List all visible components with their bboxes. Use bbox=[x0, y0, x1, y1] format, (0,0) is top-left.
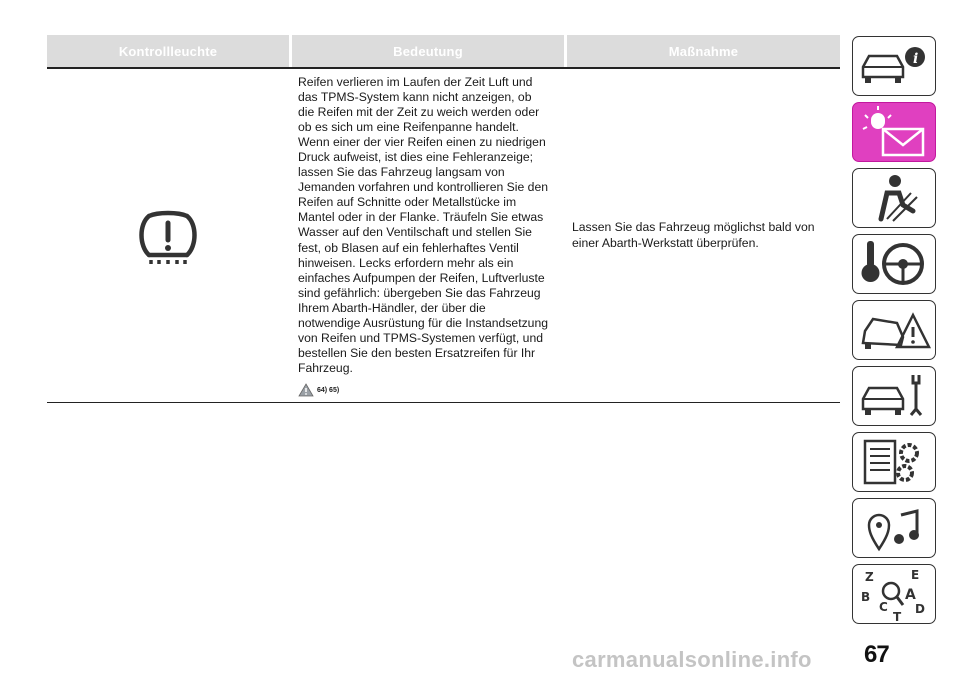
table-bottom-rule bbox=[47, 402, 840, 403]
svg-text:E: E bbox=[911, 568, 920, 582]
action-cell bbox=[564, 69, 840, 402]
warning-light-message-icon bbox=[857, 105, 931, 159]
chapter-tabs bbox=[852, 36, 938, 630]
key-steering-wheel-icon bbox=[857, 237, 931, 291]
action-text: Lassen Sie das Fahrzeug möglichst bald von einer Abarth-Werkstatt überprüfen. bbox=[572, 220, 815, 250]
svg-text:Z: Z bbox=[865, 570, 874, 584]
svg-text:C: C bbox=[879, 600, 888, 614]
meaning-cell bbox=[289, 69, 564, 402]
tab-index[interactable] bbox=[852, 564, 936, 624]
header-bedeutung: Bedeutung bbox=[292, 35, 564, 67]
navigation-music-icon bbox=[857, 501, 931, 555]
car-info-icon bbox=[857, 39, 931, 93]
table-row bbox=[47, 69, 840, 402]
tab-maintenance[interactable] bbox=[852, 366, 936, 426]
table-header bbox=[47, 35, 840, 67]
meaning-text: Reifen verlieren im Laufen der Zeit Luft und das TPMS-System kann nicht anzeigen, ob die Reifen mit der Zeit zu weich werden oder ob es sich um eine Reifenpanne handelt. Wenn einer der vier Reifen einen zu niedrigen Druck aufweist, ist dies eine Fehleranzeige; lassen Sie das Fahrzeug langsam von Jemanden vorfahren und kontrollieren Sie den Reifen auf Schnitte oder Metallstücke im Mantel oder in der Flanke. Träufeln Sie etwas Wasser auf den Ventilschaft und stellen Sie fest, ob Blasen auf ein fehlerhaftes Ventil hinweisen. Lecks erfordern mehr als ein einfaches Aufpumpen der Reifen, Luftverluste sind gefährlich: übergeben Sie das Fahrzeug Ihrem Abarth-Händler, der über die notwendige Ausrüstung für die Instandsetzung von Reifen und TPMS-Systemen verfügt, und bestellen Sie den besten Ersatzreifen für Ihr Fahrzeug. bbox=[298, 75, 549, 375]
svg-text:A: A bbox=[905, 587, 916, 603]
page-number: 67 bbox=[864, 641, 889, 668]
warning-reference[interactable] bbox=[298, 383, 556, 397]
tab-multimedia[interactable] bbox=[852, 498, 936, 558]
list-gears-icon bbox=[857, 435, 931, 489]
tab-emergency[interactable] bbox=[852, 300, 936, 360]
svg-text:T: T bbox=[893, 610, 902, 621]
warning-refs: 64) 65) bbox=[317, 386, 340, 394]
svg-text:D: D bbox=[915, 602, 925, 616]
tab-safety[interactable] bbox=[852, 168, 936, 228]
car-accident-warning-icon bbox=[857, 303, 931, 357]
tab-technical-data[interactable] bbox=[852, 432, 936, 492]
tpms-warning-icon bbox=[136, 205, 200, 267]
warning-triangle-icon bbox=[298, 383, 314, 397]
indicator-cell bbox=[47, 69, 289, 402]
tab-warning-lights[interactable] bbox=[852, 102, 936, 162]
header-massnahme: Maßnahme bbox=[567, 35, 840, 67]
seat-airbag-icon bbox=[857, 171, 931, 225]
tab-car-info[interactable] bbox=[852, 36, 936, 96]
alphabet-index-icon bbox=[857, 567, 931, 621]
header-kontrollleuchte: Kontrollleuchte bbox=[47, 35, 289, 67]
svg-text:B: B bbox=[861, 590, 871, 604]
svg-text:i: i bbox=[913, 51, 919, 67]
instrument-table bbox=[47, 35, 840, 402]
car-wrench-icon bbox=[857, 369, 931, 423]
watermark: carmanualsonline.info bbox=[572, 647, 812, 672]
tab-starting-driving[interactable] bbox=[852, 234, 936, 294]
